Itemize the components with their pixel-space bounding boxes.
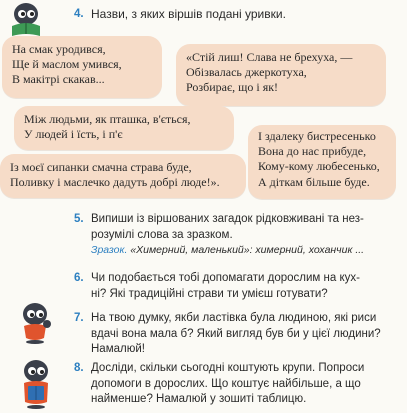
- task-4-number: 4.: [74, 8, 84, 20]
- task-7-line: Намалюй!: [91, 343, 145, 355]
- task-7-text: [91, 311, 403, 358]
- excerpt-bubble-2: [176, 44, 386, 106]
- example-label: Зразок.: [91, 244, 128, 256]
- task-5-line: Випиши із віршованих загадок рідковживані та нез-: [91, 213, 364, 225]
- task-6-text: [91, 271, 403, 302]
- excerpt-line: І здалеку бистресенько: [258, 129, 376, 143]
- task-8-number: 8.: [74, 362, 84, 374]
- reading-mascot-icon: [6, 0, 48, 40]
- excerpt-line: Ще й маслом умився,: [12, 57, 122, 72]
- task-5-example: [91, 243, 403, 259]
- excerpt-line: А діткам більше буде.: [258, 174, 370, 189]
- task-6-line: Чи подобається тобі допомагати дорослим на кух-: [91, 272, 360, 284]
- task-8-line: Досліди, скільки сьогодні коштують крупи. Попроси: [91, 362, 365, 374]
- excerpt-line: Поливку і маслечко дадуть добрі люде!».: [10, 175, 220, 190]
- excerpt-line: «Стій лиш! Слава не брехуха, —: [186, 50, 353, 64]
- task-6-line: ні? Які традиційні страви ти умієш готувати?: [91, 287, 328, 300]
- task-6-number: 6.: [74, 272, 84, 284]
- excerpt-line: В макітрі скакав...: [12, 72, 105, 87]
- thinking-mascot-icon: [14, 300, 56, 344]
- book-mascot-icon: [14, 358, 58, 410]
- excerpt-bubble-5: [0, 154, 246, 198]
- task-7-line: На твою думку, якби ластівка була людиною, які риси: [91, 312, 377, 324]
- task-8-text: [91, 361, 403, 408]
- task-8-line: допомоги в дорослих. Що коштує найбільше, а що: [91, 377, 361, 390]
- task-5-line: розумілі слова за зразком.: [91, 228, 233, 241]
- task-4-text: Назви, з яких віршів подані уривки.: [91, 7, 286, 21]
- excerpt-line: На смак уродився,: [12, 42, 106, 56]
- task-5-text: [91, 212, 403, 259]
- excerpt-bubble-1: [2, 36, 162, 98]
- task-7-number: 7.: [74, 312, 84, 324]
- excerpt-line: У людей і їсть, і п'є: [24, 127, 123, 142]
- excerpt-line: Кому-кому любесенько,: [258, 159, 380, 174]
- excerpt-bubble-4: [248, 125, 396, 199]
- task-7-line: вдачі вона мала б? Який вигляд був би у цієї людини?: [91, 327, 381, 340]
- excerpt-line: Обізвалась джеркотуха,: [186, 65, 307, 80]
- task-8-line: найменше? Намалюй у зошиті таблицю.: [91, 393, 307, 405]
- task-5-number: 5.: [74, 213, 84, 225]
- excerpt-bubble-3: [14, 106, 234, 150]
- example-text: «Химерний, маленький»: химерний, хоханчик ...: [127, 244, 365, 256]
- excerpt-line: Розбирає, що і як!: [186, 80, 279, 95]
- excerpt-line: Із моєї сипанки смачна страва буде,: [10, 160, 192, 174]
- excerpt-line: Між людьми, як пташка, в'ється,: [24, 112, 191, 126]
- excerpt-line: Вона до нас прибуде,: [258, 144, 367, 159]
